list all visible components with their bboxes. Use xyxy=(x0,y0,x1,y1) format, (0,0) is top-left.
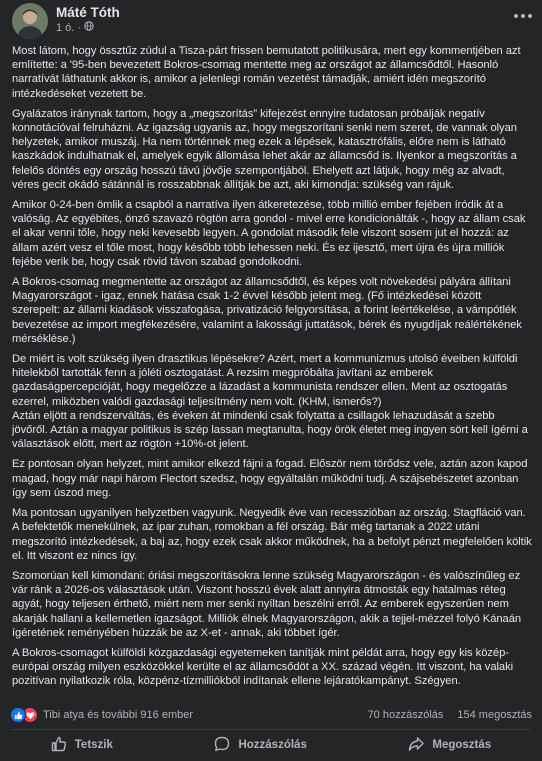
comment-bubble-icon xyxy=(214,736,230,755)
comment-count[interactable]: 70 hozzászólás xyxy=(367,709,444,721)
share-label: Megosztás xyxy=(432,739,492,751)
share-button[interactable] xyxy=(408,731,491,759)
post-meta xyxy=(56,21,120,35)
more-dot xyxy=(514,14,518,18)
post-stats xyxy=(10,706,532,724)
post-paragraph: Ez pontosan olyan helyzet, mint amikor elkezd fájni a fogad. Először nem törődsz vele, aztán azon kapod magad, hogy már napi három Flectort szedsz, hogy egyáltalán működni tudj. A szájsebészetet azonban így sem úszod meg. xyxy=(12,458,528,499)
author-avatar[interactable] xyxy=(12,3,48,39)
post-actions xyxy=(0,731,542,759)
post-paragraph: Amikor 0-24-ben ömlik a csapból a narratíva ilyen átkeretezése, több millió ember fejében íródik át a valóság. Az egyébites, önző szavazó rögtön arra gondol - mivel erre kondicionálták -, hogy az állam csak el akar venni tőle, hogy neki kevesebb legyen. A gondolat második fele viszont sosem jut el hozzá: az állam azért vesz el tőle most, hogy később több lehessen neki. És ez ijesztő, mert újra és újra milliók fejébe verik be, hogy csak rövid távon szabad gondolkodni. xyxy=(12,199,526,268)
post-paragraph: Ma pontosan ugyanilyen helyzetben vagyunk. Negyedik éve van recesszióban az ország. Stagfláció van. A befektetők menekülnek, az ipar zuhan, romokban a fél ország. Bár még tartanak a 2022 utáni megszorító intézkedések, a baj az, hogy ezek csak akkor működnek, ha a befolyt pénzt megfelelően költik el. Itt viszont ez nincs így. xyxy=(12,507,532,562)
post-paragraph: Most látom, hogy össztűz zúdul a Tisza-párt frissen bemutatott politikusára, mert egy kommentjében azt említette: a '95-ben bevezetett Bokros-csomag mentette meg az országot az államcsődtől. Hasonló narratívát láthatunk akkor is, amikor a jelenlegi román vezetést támadják, amiért idén megszorító intézkedéseket vezetett be. xyxy=(12,45,521,100)
post-paragraph: Szomorúan kell kimondani: óriási megszorításokra lenne szükség Magyarországon - és valószínűleg ez vár ránk a 2026-os választások után. Viszont hosszú évek alatt annyira átmosták egy hatalmas réteg agyát, hogy teljesen érthető, miért nem mer senki nyíltan beszélni erről. Az emberek egyszerűen nem akarják hallani a kellemetlen igazságot. Milliók élnek Magyarországon, akik a tejjel-mézzel folyó Kánaán ígéretének reményében húzzák be az X-et - annak, aki többet ígér. xyxy=(12,569,522,639)
header-text xyxy=(56,3,120,39)
comment-button[interactable] xyxy=(214,731,306,759)
post-time[interactable]: 1 ó. xyxy=(56,22,75,34)
globe-icon xyxy=(84,21,94,35)
stats-counts xyxy=(368,709,532,721)
reaction-icons[interactable] xyxy=(10,707,38,723)
author-name[interactable]: Máté Tóth xyxy=(56,5,120,20)
share-count[interactable]: 154 megosztás xyxy=(457,709,532,721)
thumbs-up-icon xyxy=(10,707,26,723)
actions-divider xyxy=(12,729,530,730)
like-label: Tetszik xyxy=(74,739,113,751)
post-paragraph: A Bokros-csomagot külföldi közgazdasági egyetemeken tanítják mint példát arra, hogy egy kis közép-európai ország milyen eszközökkel kerülte el az államcsődöt a XX. század végén. Itt viszont, ha valaki pozitívan nyilatkozik róla, közpénz-tízmilliókból indítanak ellene lejáratókampányt. Szégyen. xyxy=(12,646,514,688)
post-paragraph: De miért is volt szükség ilyen drasztikus lépésekre? Azért, mert a kommunizmus utolsó éveiben külföldi hitelekből tartották fenn a jóléti osztogatást. A rezsim megpróbálta javítani az emberek gazdaságpercepcióját, hogy megelőzze a lázadást a kommunista rendszer ellen. Ment az osztogatás ezerrel, miközben valódi gazdasági teljesítmény nem volt. (KHM, ismerős?) Aztán eljött a rendszerváltás, és éveken át mindenki csak folytatta a csillagok lehazudását a szebb jövőről. Aztán a magyar politikus is szép lassan megtanulta, hogy örök életet meg ingyen sört kell ígérni a választások előtt, mert az rögtön +10%-ot jelent. xyxy=(12,353,528,451)
post-header xyxy=(12,3,532,39)
thumbs-up-icon xyxy=(51,736,67,755)
like-button[interactable] xyxy=(51,731,113,759)
reactors-text[interactable]: Tibi atya és további 916 ember xyxy=(43,709,194,721)
dot-separator: · xyxy=(77,22,82,34)
more-dot xyxy=(521,14,525,18)
comment-label: Hozzászólás xyxy=(238,739,307,751)
share-arrow-icon xyxy=(408,736,424,755)
more-dot xyxy=(528,14,532,18)
post-body xyxy=(12,44,532,695)
post-paragraph: Gyalázatos iránynak tartom, hogy a „megszorítás” kifejezést ennyire tudatosan próbálják negatív konnotációval felruházni. Az igazság ugyanis az, hogy megszorítani senki nem szeret, de vannak olyan helyzetek, amikor muszáj. Ha nem történnek meg ezek a lépések, katasztrófális, előre nem is látható kaszkádok indulhatnak el, amelyek egyik állomása lehet akár az államcsőd is. Ilyenkor a megszorítás a felelős döntés egy ország hosszú távú jövője szempontjából. Ehelyett azt látjuk, hogy még az alvadt, véres gecit okádó sátánnál is rosszabbnak állítják be azt, aki kimondja: szükség van rájuk. xyxy=(12,107,517,191)
post-paragraph: A Bokros-csomag megmentette az országot az államcsődtől, és képes volt növekedési pályára állítani Magyarországot - igaz, ennek hatása csak 1-2 évvel később jelent meg. (Fő intézkedései között szerepelt: az állami kiadások visszafogása, privatizáció felgyorsítása, a forint leértékelése, a vámpótlék bevezetése az import megfékezésére, valamint a lakossági juttatások, bérek és nyugdíjak reálértékének mérséklése.) xyxy=(12,276,522,345)
more-options-icon[interactable] xyxy=(514,10,534,22)
